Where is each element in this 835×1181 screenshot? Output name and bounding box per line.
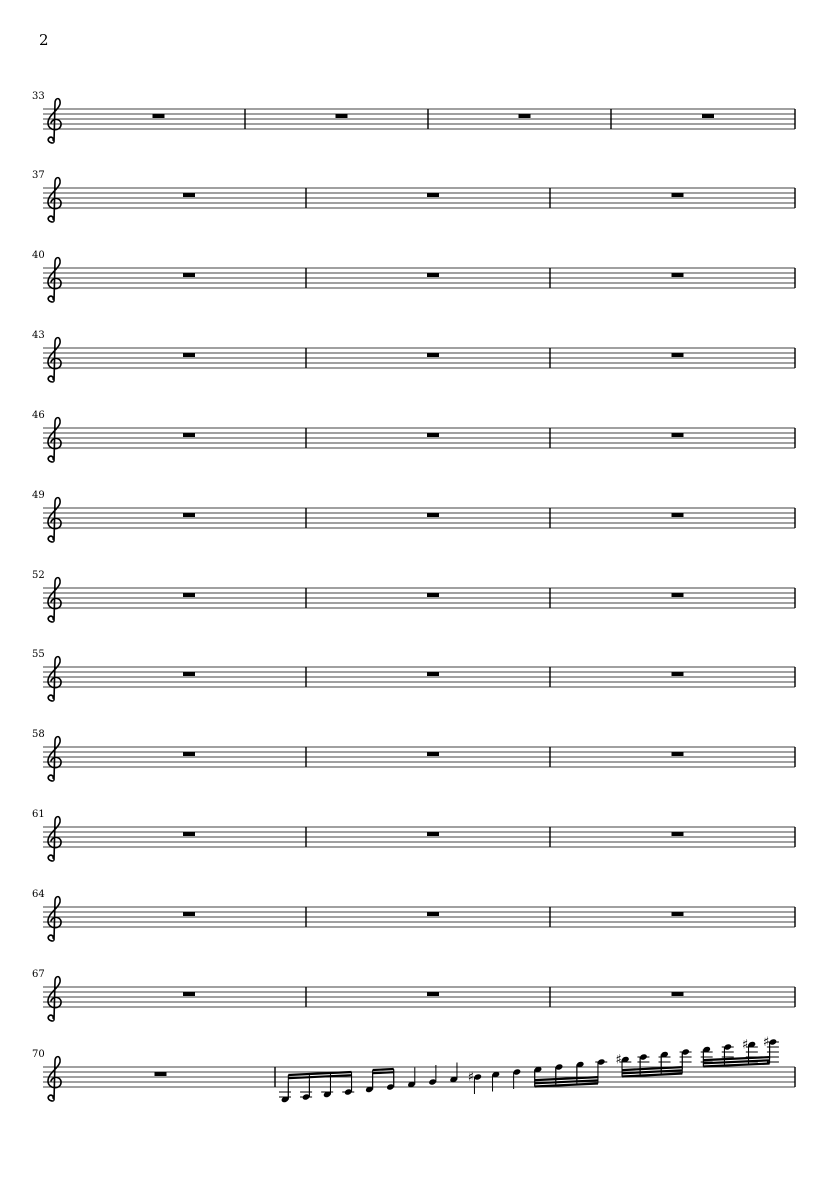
- staff-system: [32, 330, 795, 382]
- whole-rest: [183, 912, 195, 916]
- measure-number: 46: [32, 410, 45, 421]
- page-number: 2: [39, 31, 49, 49]
- note: [513, 1068, 522, 1089]
- staff-system: [32, 729, 795, 781]
- whole-rest: [183, 193, 195, 197]
- measure-number: 64: [32, 889, 45, 900]
- treble-clef-icon: [48, 578, 61, 622]
- whole-rest: [183, 513, 195, 517]
- whole-rest: [183, 672, 195, 676]
- treble-clef-icon: [48, 418, 61, 462]
- measure-number: 55: [32, 649, 45, 660]
- whole-rest: [427, 593, 439, 597]
- treble-clef-icon: [48, 657, 61, 701]
- note: [449, 1063, 458, 1084]
- staff-system: [32, 170, 795, 222]
- whole-rest: [672, 593, 684, 597]
- treble-clef-icon: [48, 817, 61, 861]
- whole-rest: [672, 912, 684, 916]
- whole-rest: [183, 353, 195, 357]
- treble-clef-icon: [48, 977, 61, 1021]
- sharp-icon: ♯: [615, 1052, 622, 1068]
- whole-rest: [183, 992, 195, 996]
- whole-rest: [427, 672, 439, 676]
- whole-rest: [427, 832, 439, 836]
- whole-rest: [336, 114, 348, 118]
- note: [300, 1080, 312, 1101]
- treble-clef-icon: [48, 897, 61, 941]
- whole-rest: [702, 114, 714, 118]
- staff-system: [32, 969, 795, 1021]
- treble-clef-icon: [48, 1057, 61, 1101]
- measure-number: 67: [32, 969, 45, 980]
- note: [492, 1071, 501, 1092]
- whole-rest: [427, 513, 439, 517]
- staff-system: [32, 250, 795, 302]
- whole-rest: [427, 193, 439, 197]
- treble-clef-icon: [48, 99, 61, 143]
- note: [722, 1043, 734, 1064]
- measure-number: 52: [32, 570, 45, 581]
- whole-rest: [672, 992, 684, 996]
- staff-system: [32, 91, 795, 143]
- whole-rest: [672, 433, 684, 437]
- staff-system: [32, 1035, 795, 1103]
- measure-number: 49: [32, 490, 45, 501]
- whole-rest: [183, 273, 195, 277]
- whole-rest: [672, 273, 684, 277]
- whole-rest: [183, 593, 195, 597]
- note: [637, 1053, 649, 1074]
- beam: [373, 1072, 394, 1073]
- staff-system: [32, 649, 795, 701]
- measure-number: 40: [32, 250, 45, 261]
- staff-system: [32, 889, 795, 941]
- measure-number: 70: [32, 1049, 45, 1060]
- note: [680, 1048, 692, 1069]
- whole-rest: [672, 513, 684, 517]
- treble-clef-icon: [48, 178, 61, 222]
- whole-rest: [153, 114, 165, 118]
- treble-clef-icon: [48, 737, 61, 781]
- note: [407, 1068, 416, 1089]
- measure-number: 61: [32, 809, 45, 820]
- whole-rest: [672, 672, 684, 676]
- note: [321, 1078, 333, 1099]
- note: [279, 1083, 291, 1104]
- note: [342, 1075, 354, 1096]
- whole-rest: [427, 992, 439, 996]
- whole-rest: [672, 832, 684, 836]
- treble-clef-icon: [48, 258, 61, 302]
- measure-number: 33: [32, 91, 45, 102]
- note: [595, 1058, 607, 1079]
- whole-rest: [519, 114, 531, 118]
- measure-number: 58: [32, 729, 45, 740]
- treble-clef-icon: [48, 498, 61, 542]
- whole-rest: [672, 193, 684, 197]
- whole-rest: [183, 433, 195, 437]
- whole-rest: [155, 1072, 167, 1076]
- sharp-icon: ♯: [762, 1035, 770, 1050]
- whole-rest: [427, 273, 439, 277]
- whole-rest: [427, 433, 439, 437]
- note: [428, 1065, 437, 1086]
- treble-clef-icon: [48, 338, 61, 382]
- whole-rest: [427, 752, 439, 756]
- whole-rest: [183, 752, 195, 756]
- staff-system: [32, 809, 795, 861]
- whole-rest: [672, 353, 684, 357]
- whole-rest: [427, 912, 439, 916]
- sharp-icon: ♯: [741, 1037, 749, 1053]
- sharp-icon: ♯: [467, 1070, 475, 1085]
- staff-system: [32, 570, 795, 622]
- whole-rest: [427, 353, 439, 357]
- measure-number: 37: [32, 170, 45, 181]
- beam: [373, 1069, 394, 1070]
- measure-number: 43: [32, 330, 45, 341]
- staff-system: [32, 490, 795, 542]
- whole-rest: [183, 832, 195, 836]
- staff-system: [32, 410, 795, 462]
- whole-rest: [672, 752, 684, 756]
